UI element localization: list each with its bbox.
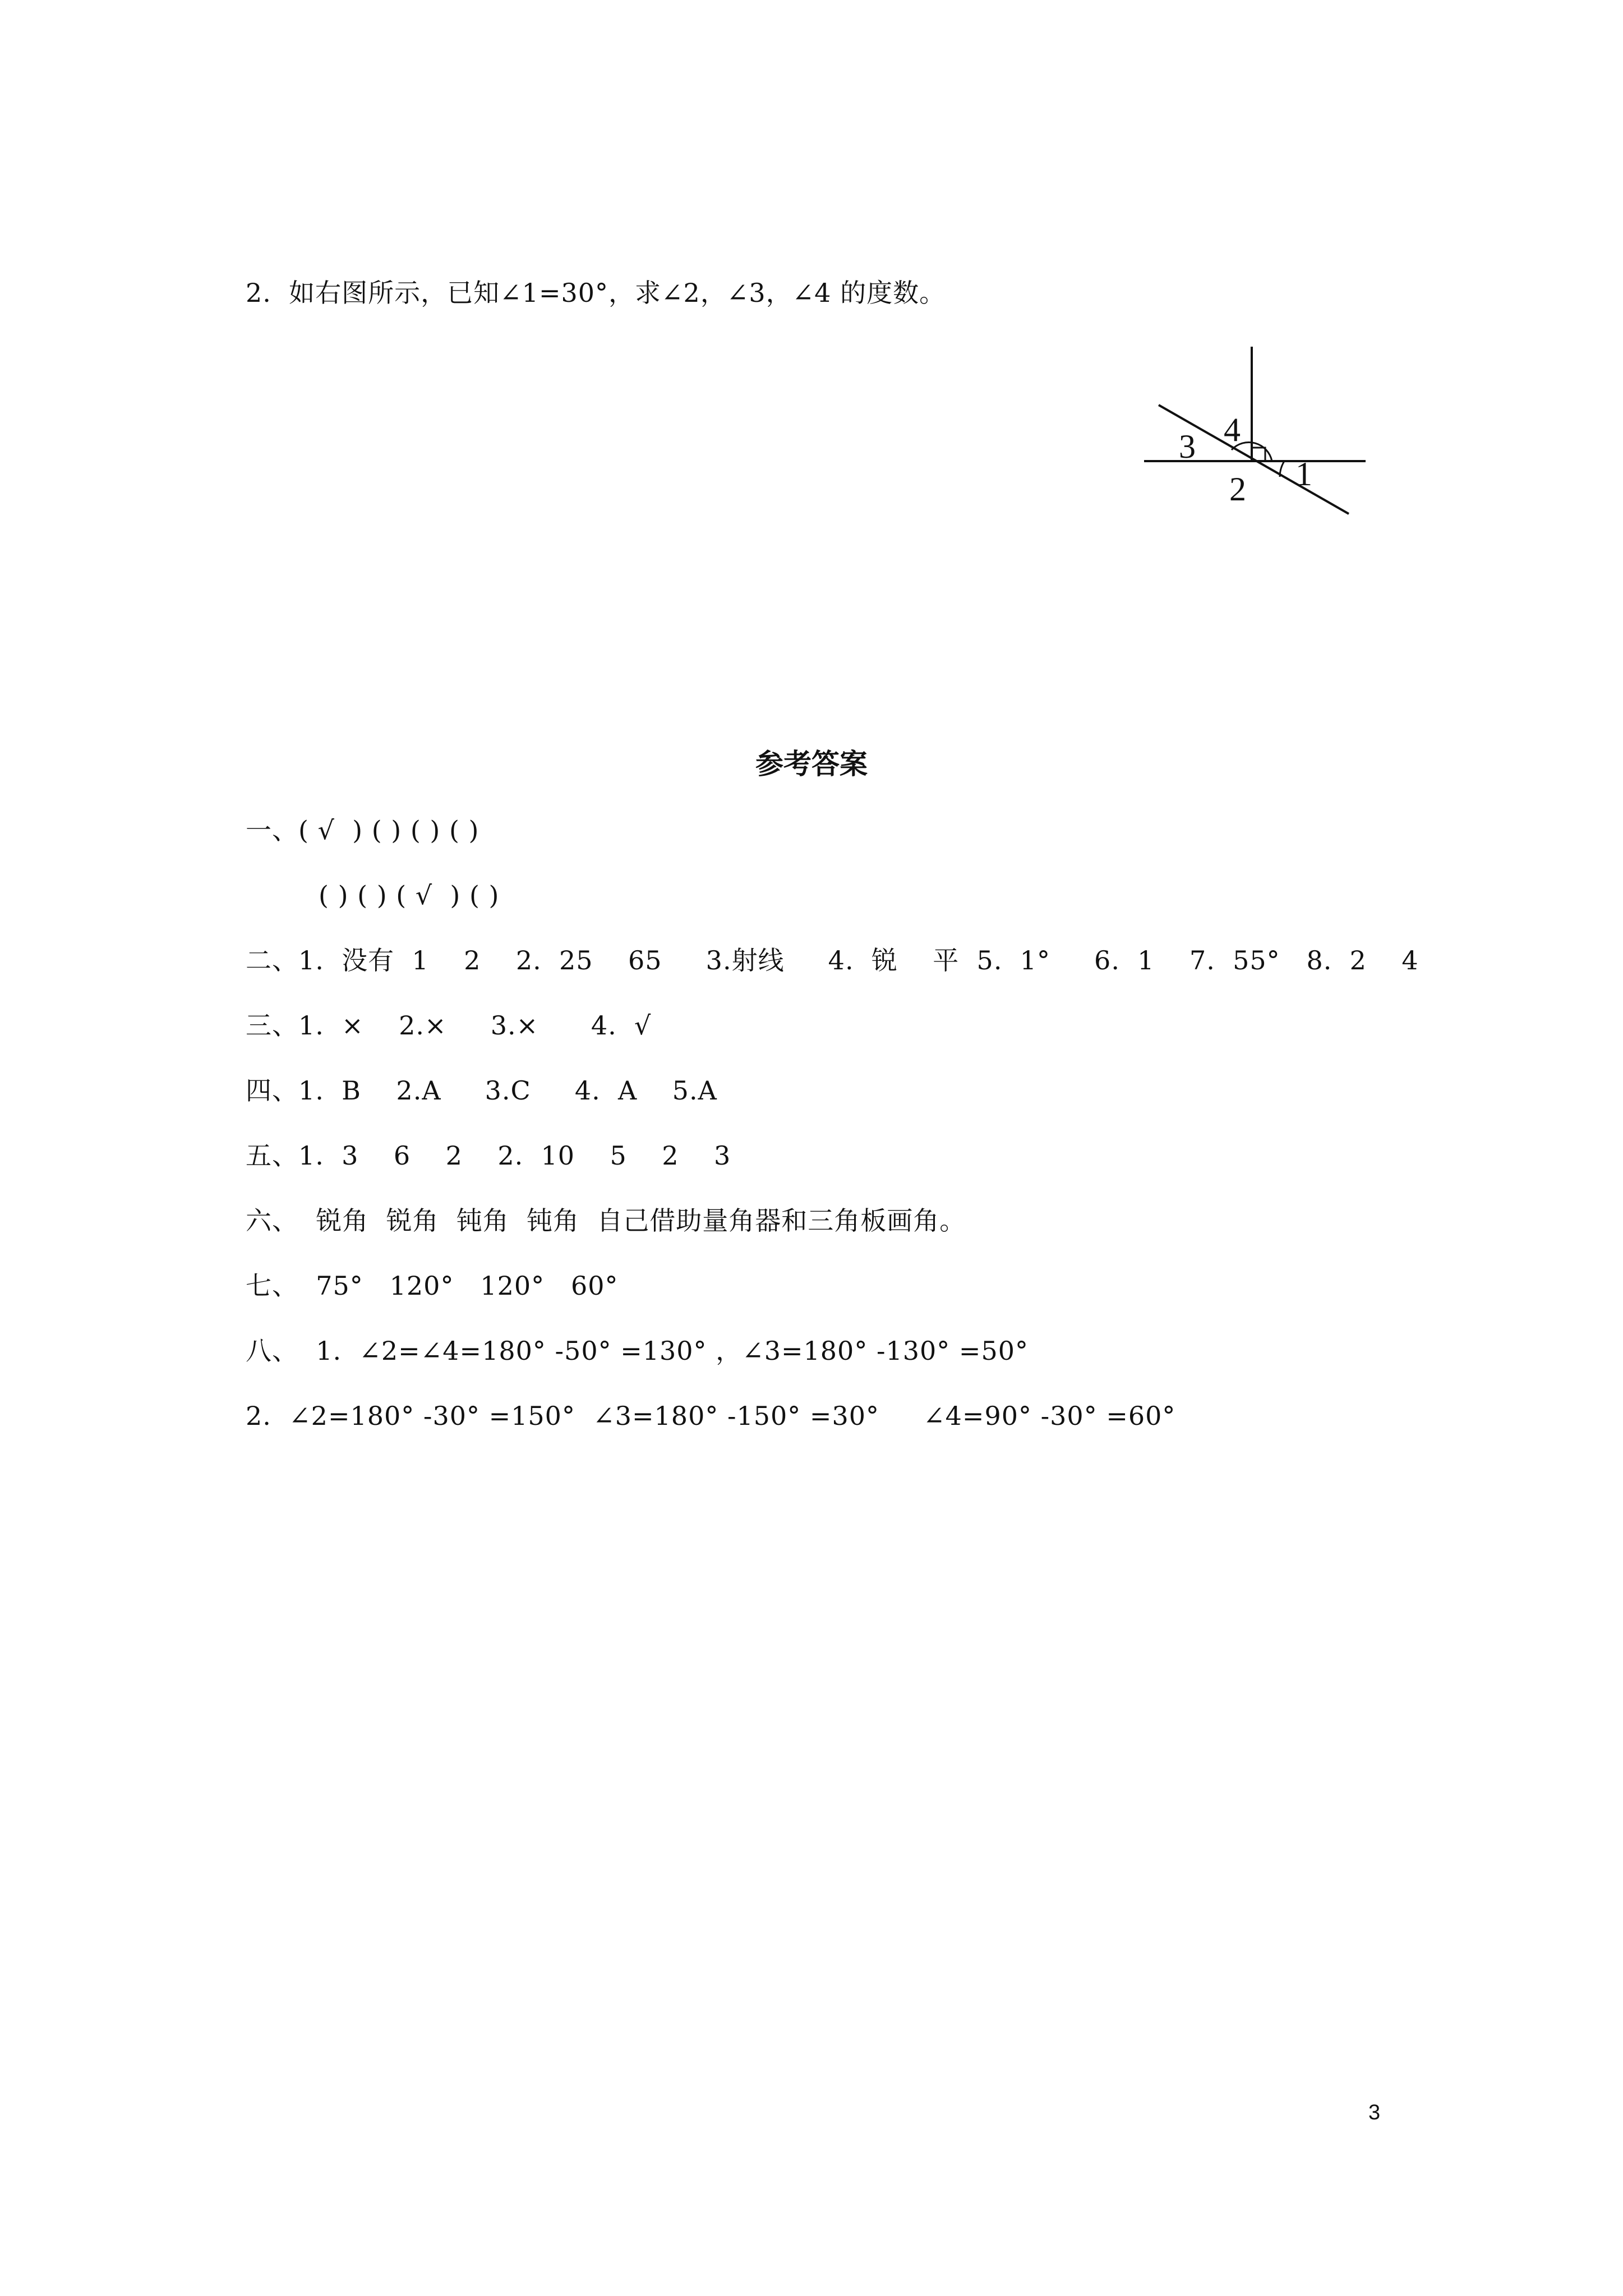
answer-line-7: 六、 锐角 锐角 钝角 钝角 自己借助量角器和三角板画角。 (246, 1205, 966, 1236)
answer-line-8: 七、 75° 120° 120° 60° (246, 1271, 619, 1301)
answer-line-10: 2. ∠2=180° -30° =150° ∠3=180° -150° =30° ∠4=90° -30° =60° (246, 1401, 1176, 1431)
answer-line-4: 三、1. × 2.× 3.× 4. √ (246, 1010, 652, 1041)
angle-label-4: 4 (1224, 411, 1241, 448)
angle-label-1: 1 (1295, 455, 1312, 493)
answer-line-1: 一、( √ ) ( ) ( ) ( ) (246, 815, 479, 845)
question-text: 2. 如右图所示，已知∠1=30°，求∠2，∠3，∠4 的度数。 (246, 278, 946, 308)
angle-label-2: 2 (1229, 471, 1246, 508)
angle-figure (1127, 331, 1380, 527)
answer-line-6: 五、1. 3 6 2 2. 10 5 2 3 (246, 1140, 731, 1171)
answer-line-5: 四、1. B 2.A 3.C 4. A 5.A (246, 1075, 717, 1106)
angle-label-3: 3 (1179, 428, 1196, 465)
answer-line-3: 二、1. 没有 1 2 2. 25 65 3.射线 4. 锐 平 5. 1° 6. 1 7. 55° 8. 2 4 (246, 945, 1419, 976)
answer-line-2: ( ) ( ) ( √ ) ( ) (319, 880, 500, 910)
page-number: 3 (1368, 2101, 1381, 2124)
answers-title: 参考答案 (755, 747, 868, 780)
answer-line-9: 八、 1. ∠2=∠4=180° -50° =130° ，∠3=180° -130° =50° (246, 1336, 1029, 1366)
